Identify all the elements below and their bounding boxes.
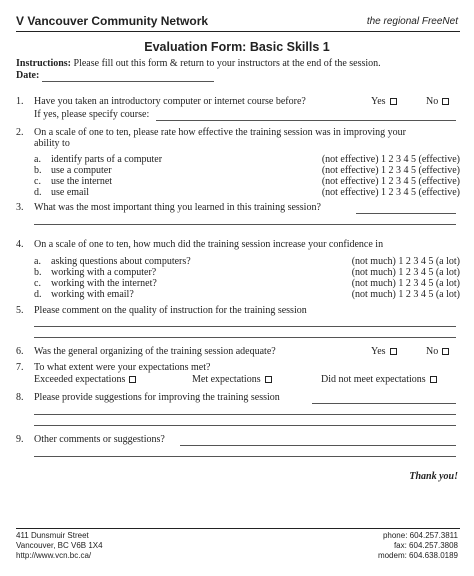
q2-item-b-letter: b.	[34, 165, 42, 176]
q9-answer-line-2[interactable]	[34, 456, 456, 457]
q2-item-a-letter: a.	[34, 154, 41, 165]
footer-address-city: Vancouver, BC V6B 1X4	[16, 541, 103, 550]
q1-no-checkbox[interactable]	[442, 98, 449, 105]
q2-item-c-scale[interactable]: (not effective) 1 2 3 4 5 (effective)	[321, 176, 460, 187]
q2-item-c-letter: c.	[34, 176, 41, 187]
q6-no-checkbox[interactable]	[442, 348, 449, 355]
q1-yes-label: Yes	[371, 96, 386, 107]
instructions	[16, 58, 381, 69]
q7-option-exceeded-label: Exceeded expectations	[34, 374, 126, 385]
q6-yes[interactable]	[371, 346, 397, 357]
q2-item-b-scale[interactable]: (not effective) 1 2 3 4 5 (effective)	[321, 165, 460, 176]
q2-number: 2.	[16, 127, 24, 138]
q1-yes-checkbox[interactable]	[390, 98, 397, 105]
q4-item-d-letter: d.	[34, 289, 42, 300]
instructions-text: Please fill out this form & return to your instructors at the end of the session.	[73, 58, 381, 69]
thank-you: Thank you!	[409, 471, 458, 482]
q3-answer-line-2[interactable]	[34, 224, 456, 225]
q2-text-line2: ability to	[34, 138, 70, 149]
q5-answer-line-1[interactable]	[34, 326, 456, 327]
q9-number: 9.	[16, 434, 24, 445]
q4-text: On a scale of one to ten, how much did the training session increase your confidence in	[34, 239, 384, 250]
q7-exceeded-checkbox[interactable]	[129, 376, 136, 383]
footer-website-link[interactable]: http://www.vcn.bc.ca/	[16, 551, 92, 560]
q1-no[interactable]	[426, 96, 449, 107]
q4-item-d-label: working with email?	[51, 289, 134, 300]
q2-text-line1: On a scale of one to ten, please rate how effective the training session was in improving your	[34, 127, 406, 138]
q3-answer-line-1[interactable]	[356, 213, 456, 214]
q4-item-d-scale[interactable]: (not much) 1 2 3 4 5 (a lot)	[351, 289, 460, 300]
q7-option-not-met[interactable]	[321, 374, 437, 385]
form-title: Evaluation Form: Basic Skills 1	[144, 40, 330, 54]
q4-item-a-scale[interactable]: (not much) 1 2 3 4 5 (a lot)	[351, 256, 460, 267]
q2-item-d-scale[interactable]: (not effective) 1 2 3 4 5 (effective)	[321, 187, 460, 198]
q5-answer-line-2[interactable]	[34, 337, 456, 338]
q7-option-met-label: Met expectations	[192, 374, 261, 385]
q2-item-d-label: use email	[51, 187, 90, 198]
footer-phone: phone: 604.257.3811	[382, 531, 458, 540]
q7-not-met-checkbox[interactable]	[430, 376, 437, 383]
q7-option-not-met-label: Did not meet expectations	[321, 374, 426, 385]
q6-yes-checkbox[interactable]	[390, 348, 397, 355]
q4-item-b-scale[interactable]: (not much) 1 2 3 4 5 (a lot)	[351, 267, 460, 278]
q2-item-a-label: identify parts of a computer	[51, 154, 163, 165]
instructions-label: Instructions:	[16, 58, 72, 69]
q8-text: Please provide suggestions for improving the training session	[34, 392, 280, 403]
footer-modem: modem: 604.638.0189	[377, 551, 458, 560]
q1-no-label: No	[426, 96, 439, 107]
q3-text: What was the most important thing you learned in this training session?	[34, 202, 321, 213]
q9-answer-line-1[interactable]	[180, 445, 456, 446]
q2-item-d-letter: d.	[34, 187, 42, 198]
q2-item-b-label: use a computer	[51, 165, 112, 176]
q4-item-b-label: working with a computer?	[51, 267, 157, 278]
q7-option-exceeded[interactable]	[34, 374, 136, 385]
q7-text: To what extent were your expectations met?	[34, 362, 211, 373]
q9-text: Other comments or suggestions?	[34, 434, 165, 445]
q7-met-checkbox[interactable]	[265, 376, 272, 383]
q6-no[interactable]	[426, 346, 449, 357]
q6-text: Was the general organizing of the training session adequate?	[34, 346, 276, 357]
q5-text: Please comment on the quality of instruction for the training session	[34, 305, 307, 316]
q8-answer-line-3[interactable]	[34, 425, 456, 426]
q6-number: 6.	[16, 346, 24, 357]
footer-address-street: 411 Dunsmuir Street	[16, 531, 89, 540]
org-name: V Vancouver Community Network	[16, 14, 209, 28]
q1-followup: If yes, please specify course:	[34, 109, 150, 120]
q8-answer-line-1[interactable]	[312, 403, 456, 404]
tagline: the regional FreeNet	[366, 16, 458, 27]
q4-number: 4.	[16, 239, 24, 250]
date-line[interactable]	[42, 81, 214, 82]
footer-rule	[16, 528, 460, 529]
q7-option-met[interactable]	[192, 374, 272, 385]
q1-number: 1.	[16, 96, 24, 107]
q2-item-c-label: use the internet	[51, 176, 113, 187]
footer-fax: fax: 604.257.3808	[393, 541, 458, 550]
q4-item-c-label: working with the internet?	[51, 278, 157, 289]
q8-answer-line-2[interactable]	[34, 414, 456, 415]
q7-number: 7.	[16, 362, 24, 373]
q6-no-label: No	[426, 346, 439, 357]
q2-item-a-scale[interactable]: (not effective) 1 2 3 4 5 (effective)	[321, 154, 460, 165]
q4-item-c-scale[interactable]: (not much) 1 2 3 4 5 (a lot)	[351, 278, 460, 289]
q4-item-a-label: asking questions about computers?	[51, 256, 191, 267]
q4-item-b-letter: b.	[34, 267, 42, 278]
q4-item-c-letter: c.	[34, 278, 41, 289]
q1-text: Have you taken an introductory computer or internet course before?	[34, 96, 306, 107]
q6-yes-label: Yes	[371, 346, 386, 357]
header-rule	[16, 31, 460, 32]
q1-yes[interactable]	[371, 96, 397, 107]
q5-number: 5.	[16, 305, 24, 316]
date-label: Date:	[16, 70, 40, 81]
q1-followup-line[interactable]	[156, 120, 456, 121]
q8-number: 8.	[16, 392, 24, 403]
q4-item-a-letter: a.	[34, 256, 41, 267]
q3-number: 3.	[16, 202, 24, 213]
